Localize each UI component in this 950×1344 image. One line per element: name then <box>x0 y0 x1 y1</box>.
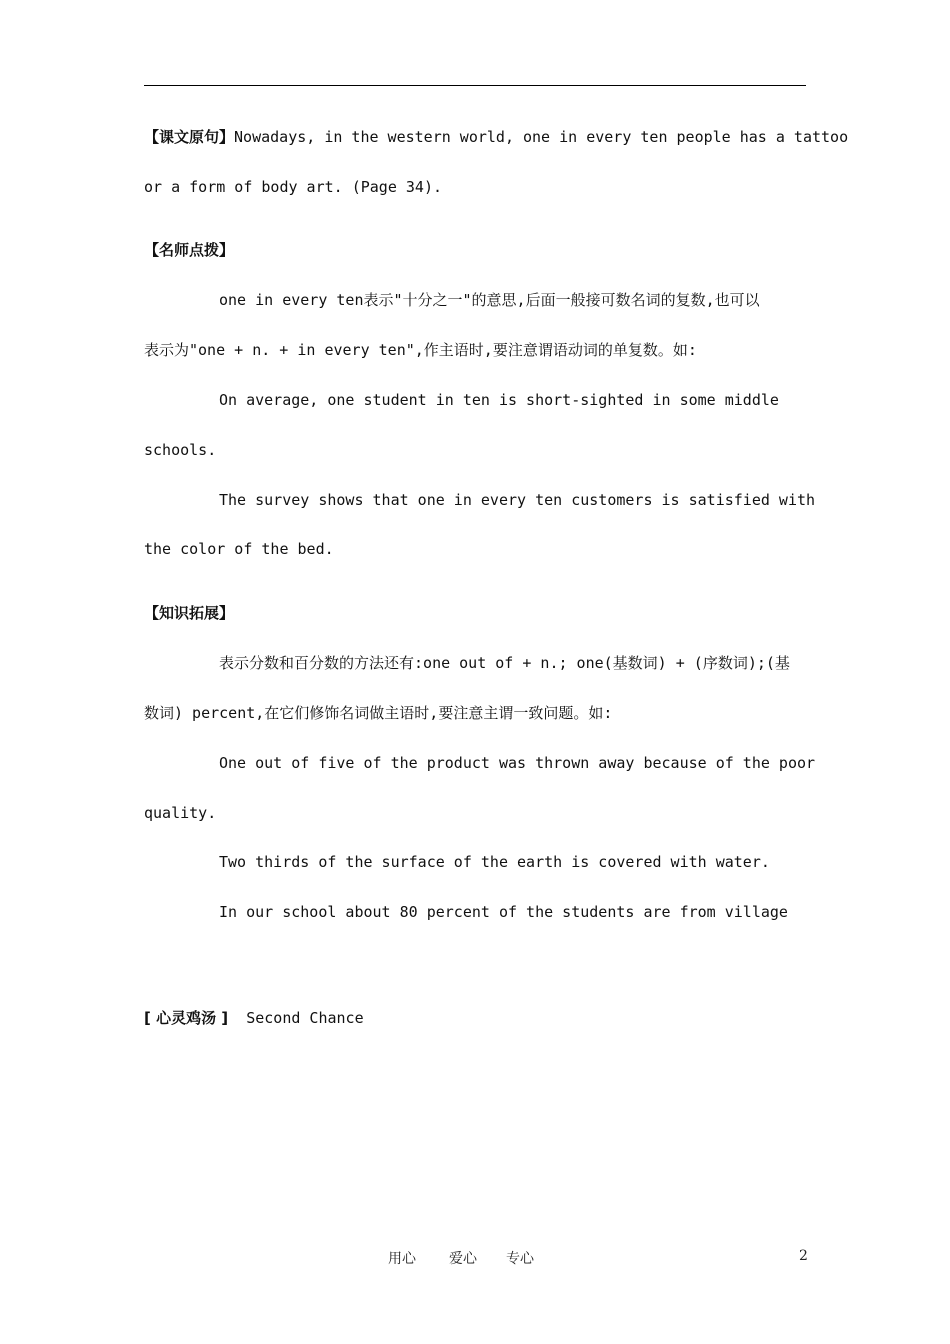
example-sentence: The survey shows that one in every ten customers is satisfied with <box>219 491 816 509</box>
teacher-tips-para-line2: 表示为"one + n. + in every ten",作主语时,要注意谓语动词的单复数。如: <box>144 341 697 359</box>
source-sentence-label: 【课文原句】 <box>144 128 235 146</box>
example-sentence: Two thirds of the surface of the earth is covered with water. <box>219 853 770 871</box>
extension-para-line1: 表示分数和百分数的方法还有:one out of + n.; one(基数词) + (序数词);(基 <box>219 654 790 672</box>
example-sentence-cont: the color of the bed. <box>144 540 334 558</box>
example-sentence: In our school about 80 percent of the students are from village <box>219 903 788 921</box>
soup-heading: [ 心灵鸡汤 ] <box>144 1009 229 1027</box>
source-sentence-line2: or a form of body art. (Page 34). <box>144 178 443 196</box>
source-sentence-line1 <box>144 127 848 147</box>
footer-motto-2: 爱心 <box>449 1251 477 1267</box>
header-rule <box>144 85 806 86</box>
example-sentence: On average, one student in ten is short-sighted in some middle <box>219 391 779 409</box>
example-sentence: One out of five of the product was thrown away because of the poor <box>219 754 816 772</box>
source-sentence-text: Nowadays, in the western world, one in every ten people has a tattoo <box>234 128 849 146</box>
page-number: 2 <box>799 1248 808 1264</box>
example-sentence-cont: quality. <box>144 804 217 822</box>
teacher-tips-heading: 【名师点拨】 <box>144 241 235 259</box>
extension-para-line2: 数词) percent,在它们修饰名词做主语时,要注意主谓一致问题。如: <box>144 704 613 722</box>
soup-title: Second Chance <box>246 1009 364 1027</box>
footer-motto-3: 专心 <box>506 1251 534 1267</box>
extension-heading: 【知识拓展】 <box>144 604 235 622</box>
example-sentence-cont: schools. <box>144 441 217 459</box>
soup-line <box>144 1008 364 1028</box>
teacher-tips-para-line1: one in every ten表示"十分之一"的意思,后面一般接可数名词的复数,也可以 <box>219 291 760 309</box>
footer-motto-1: 用心 <box>388 1251 416 1267</box>
